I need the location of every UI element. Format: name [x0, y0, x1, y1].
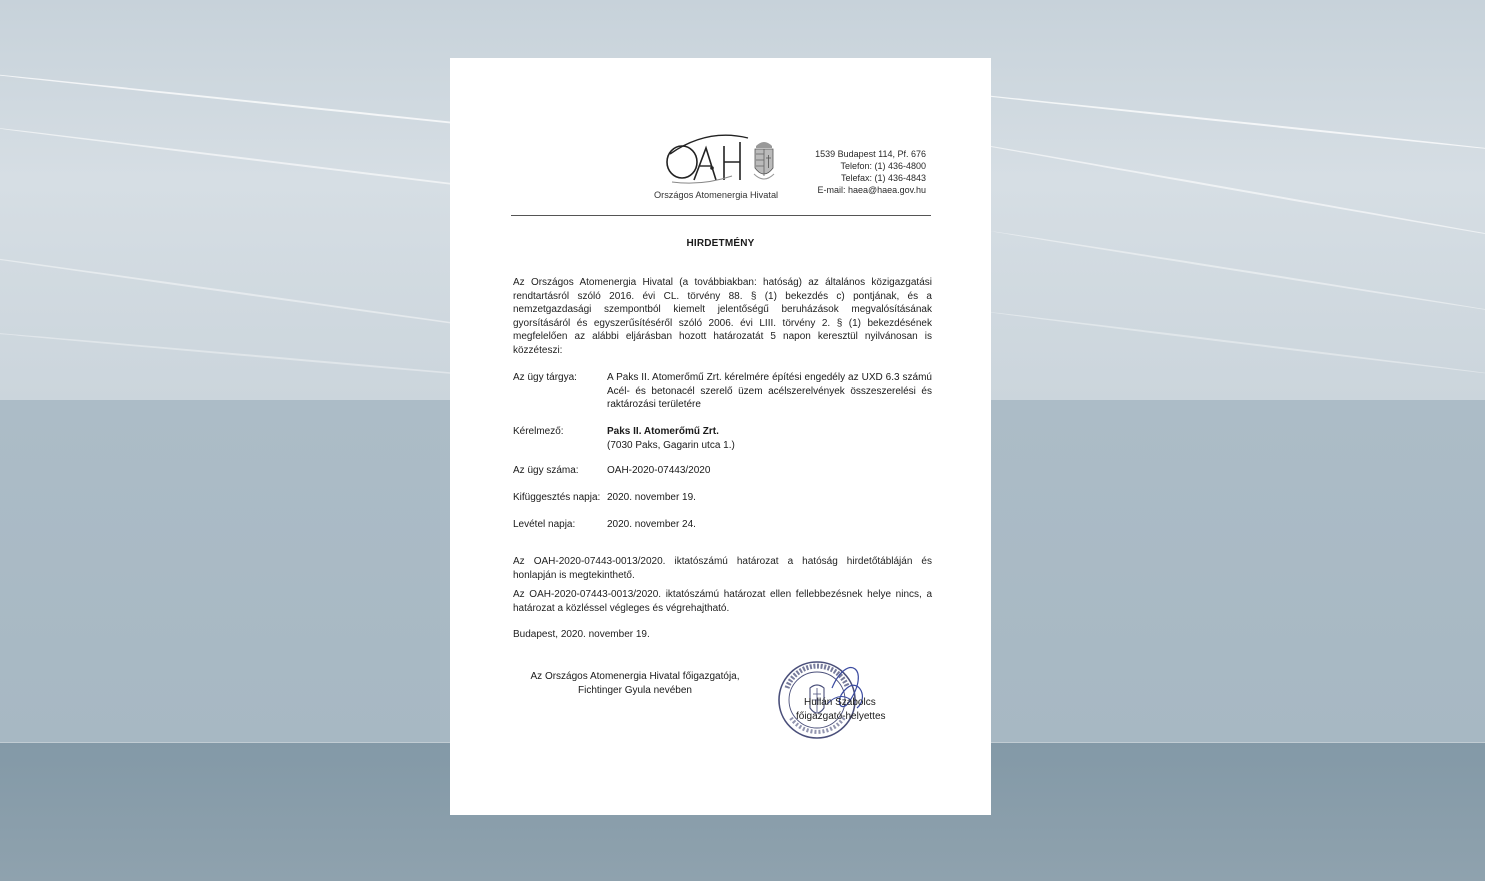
intro-paragraph: Az Országos Atomenergia Hivatal (a továbbiakban: hatóság) az általános közigazgatási rendtartásról szóló 2016. évi CL. törvény 88. § (1) bekezdés c) pontjának, és a nemzetgazdasági szempontból kiemelt jelentőségű beruházások megvalósításának gyorsításáról és egyszerűsítéséről szóló 2006. évi LIII. törvény 2. § (1) bekezdésének megfelelően az alábbi eljárásban hozott határozatát 5 napon keresztül nyilvánosan is közzéteszi: — [513, 277, 932, 356]
contact-block — [815, 148, 926, 196]
oah-logo-icon — [662, 132, 752, 188]
posting-date-label: Kifüggesztés napja: — [513, 492, 601, 503]
removal-date-value: 2020. november 24. — [607, 519, 696, 530]
case-number-label: Az ügy száma: — [513, 465, 579, 476]
signature-left — [520, 670, 750, 697]
signature-left-line1: Az Országos Atomenergia Hivatal főigazgatója, — [530, 671, 740, 682]
applicant-value — [607, 425, 932, 452]
place-date: Budapest, 2020. november 19. — [513, 629, 650, 640]
document-page — [450, 58, 991, 815]
applicant-label: Kérelmező: — [513, 426, 564, 437]
subject-value: A Paks II. Atomerőmű Zrt. kérelmére építési engedély az UXD 6.3 számú Acél- és betonacél szerelő üzem acélszerelvények összeszerelési és raktározási területére — [607, 372, 932, 410]
case-number-value: OAH-2020-07443/2020 — [607, 465, 711, 476]
contact-email: E-mail: haea@haea.gov.hu — [817, 185, 926, 195]
posting-date-value: 2020. november 19. — [607, 492, 696, 503]
case-number-field — [513, 464, 932, 478]
logo-letters: OAH — [662, 132, 665, 133]
header-divider — [511, 215, 931, 216]
document-title: HIRDETMÉNY — [686, 238, 755, 249]
logo-caption: Országos Atomenergia Hivatal — [654, 190, 779, 200]
signature-left-line2: Fichtinger Gyula nevében — [578, 684, 692, 696]
contact-phone: Telefon: (1) 436-4800 — [840, 161, 926, 171]
removal-date-label: Levétel napja: — [513, 519, 576, 530]
contact-fax: Telefax: (1) 436-4843 — [840, 173, 926, 183]
signature-role: főigazgató-helyettes — [796, 710, 886, 722]
note-paragraph-1: Az OAH-2020-07443-0013/2020. iktatószámú határozat a hatóság hirdetőtábláján és honlapján is megtekinthető. — [513, 556, 932, 581]
signature-right — [796, 696, 886, 723]
signature-name: Hullán Szabolcs — [804, 697, 876, 708]
note-paragraph-2: Az OAH-2020-07443-0013/2020. iktatószámú határozat ellen fellebbezésnek helye nincs, a határozat a közléssel végleges és végrehajtható. — [513, 589, 932, 614]
subject-field — [513, 371, 932, 413]
subject-label: Az ügy tárgya: — [513, 372, 577, 383]
coat-of-arms-icon — [752, 138, 776, 184]
contact-address: 1539 Budapest 114, Pf. 676 — [815, 149, 926, 159]
applicant-address: (7030 Paks, Gagarin utca 1.) — [607, 439, 735, 451]
applicant-name: Paks II. Atomerőmű Zrt. — [607, 426, 719, 437]
removal-date-field — [513, 518, 932, 532]
applicant-field — [513, 425, 932, 453]
posting-date-field — [513, 491, 932, 505]
